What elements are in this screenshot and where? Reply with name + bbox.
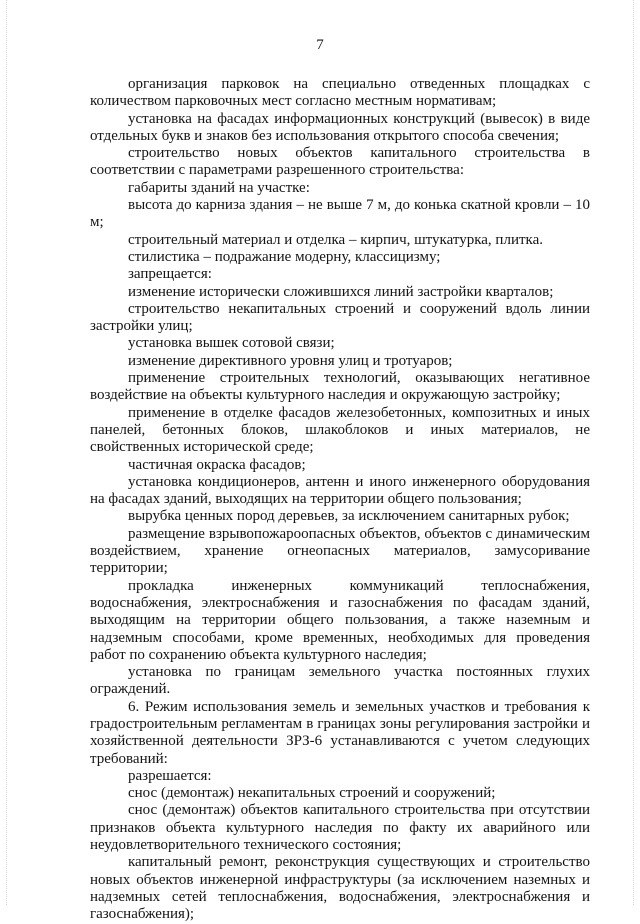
paragraph: разрешается: [128, 767, 212, 784]
paragraph: установка кондиционеров, антенн и иного инженерного оборудования на фасадах зданий, выходящих на территории общего пользования; [90, 473, 590, 508]
paragraph: прокладка инженерных коммуникаций теплоснабжения, водоснабжения, электроснабжения и газоснабжения по фасадам зданий, выходящим на территории общего пользования, а также наземным и надземным способами, кроме временных, необходимых для проведения работ по сохранению объекта культурного наследия; [90, 577, 590, 663]
paragraph: строительный материал и отделка – кирпич, штукатурка, плитка. [128, 231, 543, 248]
paragraph: изменение исторически сложившихся линий застройки кварталов; [128, 283, 554, 300]
paragraph: высота до карниза здания – не выше 7 м, до конька скатной кровли – 10 м; [90, 197, 590, 231]
paragraph: капитальный ремонт, реконструкция существующих и строительство новых объектов инженерной инфраструктуры (за исключением наземных и надземных сетей теплоснабжения, водоснабжения, электроснабжения и газоснабжения); [90, 854, 590, 923]
paragraph: размещение взрывопожароопасных объектов, объектов с динамическим воздействием, хранение огнеопасных материалов, замусоривание территории; [90, 525, 590, 577]
right-scan-edge [633, 0, 635, 905]
page-number: 7 [316, 37, 324, 53]
paragraph: запрещается: [128, 266, 212, 283]
paragraph: организация парковок на специально отведенных площадках с количеством парковочных мест согласно местным нормативам; [90, 76, 590, 110]
paragraph: установка на фасадах информационных конструкций (вывесок) в виде отдельных букв и знаков без использования открытого способа свечения; [90, 110, 590, 144]
paragraph: стилистика – подражание модерну, классицизму; [128, 248, 441, 265]
left-scan-edge [6, 0, 8, 905]
paragraph: снос (демонтаж) некапитальных строений и сооружений; [128, 785, 496, 802]
paragraph: установка вышек сотовой связи; [128, 335, 335, 352]
paragraph: вырубка ценных пород деревьев, за исключением санитарных рубок; [128, 508, 570, 525]
paragraph: применение в отделке фасадов железобетонных, композитных и иных панелей, бетонных блоков, шлакоблоков и иных материалов, не свойственных исторической среде; [90, 404, 590, 456]
document-body [90, 76, 590, 924]
paragraph: частичная окраска фасадов; [128, 456, 306, 473]
paragraph: 6. Режим использования земель и земельных участков и требования к градостроительным регламентам в границах зоны регулирования застройки и хозяйственной деятельности ЗРЗ-6 устанавливаются с учетом следующих требований: [90, 698, 590, 767]
paragraph: габариты зданий на участке: [128, 179, 310, 196]
paragraph: применение строительных технологий, оказывающих негативное воздействие на объекты культурного наследия и окружающую застройку; [90, 370, 590, 404]
paragraph: изменение директивного уровня улиц и тротуаров; [128, 352, 453, 369]
paragraph: строительство новых объектов капитального строительства в соответствии с параметрами разрешенного строительства: [90, 145, 590, 179]
paragraph: установка по границам земельного участка постоянных глухих ограждений. [90, 664, 590, 698]
paragraph: строительство некапитальных строений и сооружений вдоль линии застройки улиц; [90, 300, 590, 335]
paragraph: снос (демонтаж) объектов капитального строительства при отсутствии признаков объекта культурного наследия по факту их аварийного или неудовлетворительного технического состояния; [90, 802, 590, 854]
